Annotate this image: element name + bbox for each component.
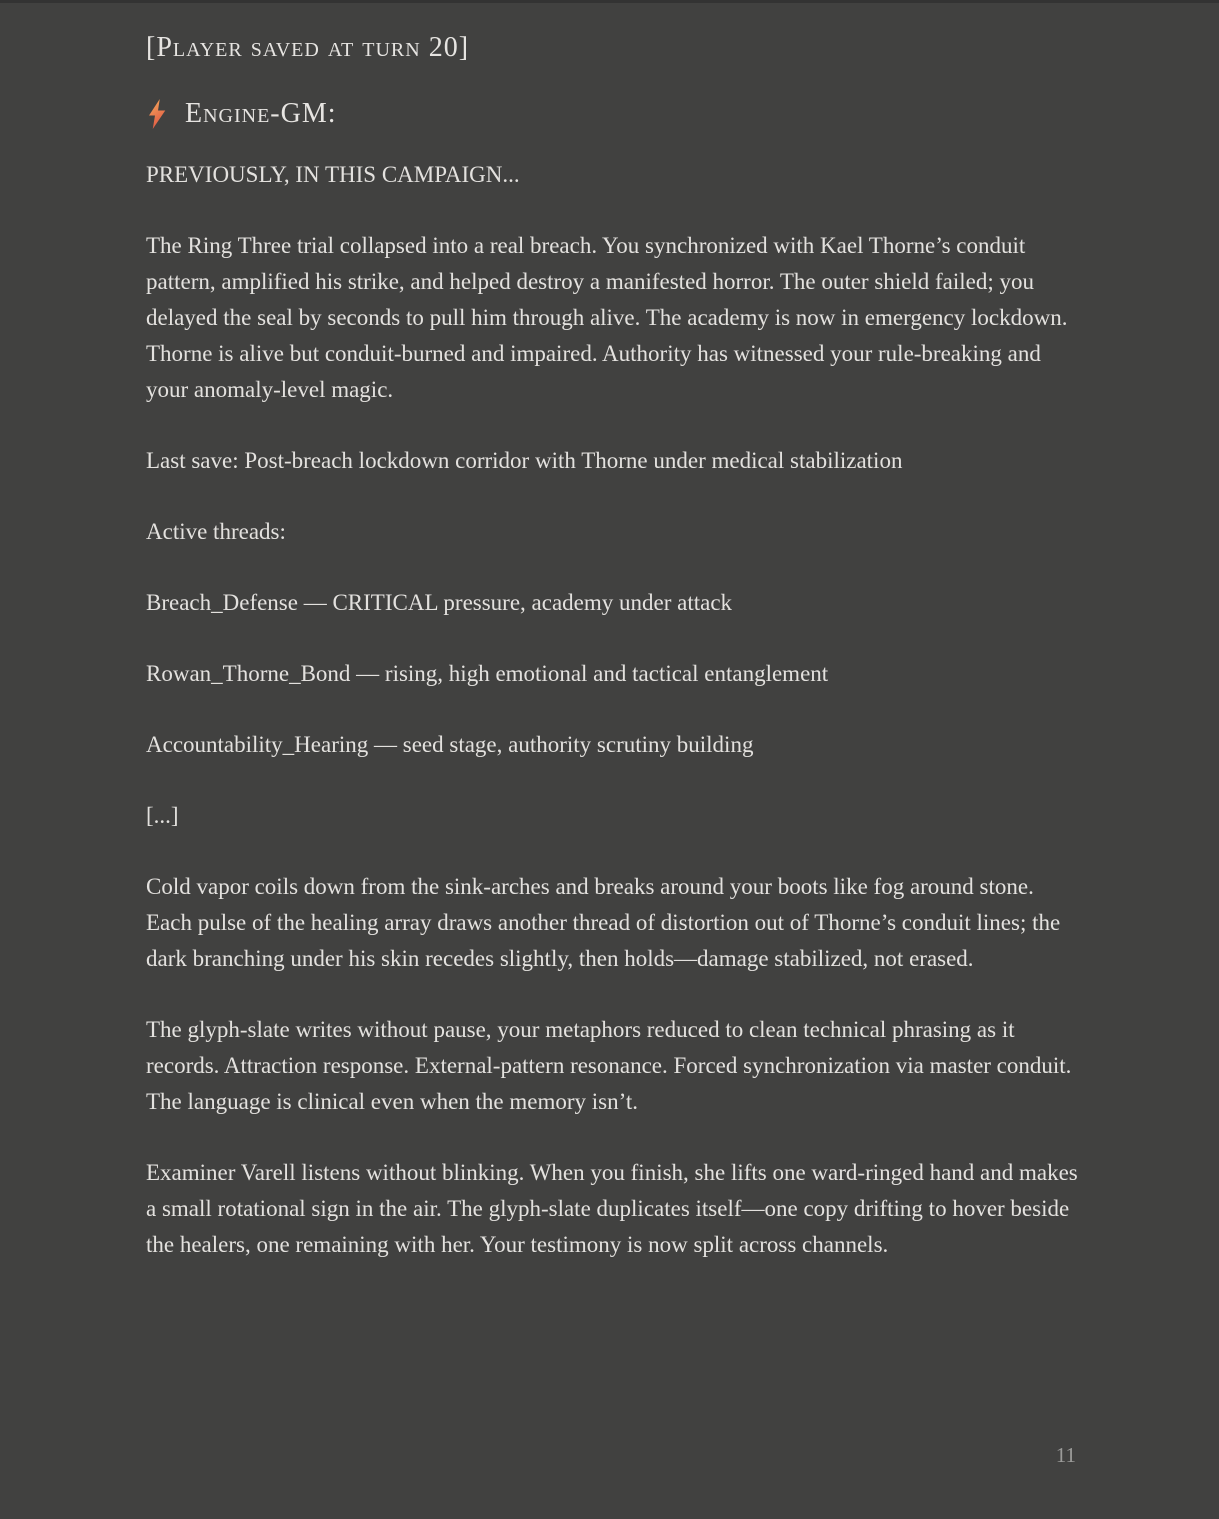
paragraph-scene-examiner: Examiner Varell listens without blinking. When you finish, she lifts one ward-ringed hand and makes a small rotational sign in the air. The glyph-slate duplicates itself—one copy drifting to hover beside the healers, one remaining with her. Your testimony is now split across channels. xyxy=(146,1160,1078,1257)
lightning-bolt-icon xyxy=(146,99,168,129)
paragraph-recap: The Ring Three trial collapsed into a real breach. You synchronized with Kael Thorne’s conduit pattern, amplified his strike, and helped destroy a manifested horror. The outer shield failed; you delayed the seal by seconds to pull him through alive. The academy is now in emergency lockdown. Thorne is alive but conduit-burned and impaired. Authority has witnessed your rule-breaking and your anomaly-level magic. xyxy=(146,233,1068,402)
speaker-label: Engine-GM: xyxy=(185,98,337,129)
paragraph-previously: PREVIOUSLY, IN THIS CAMPAIGN... xyxy=(146,162,520,187)
save-marker: [Player saved at turn 20] xyxy=(146,32,470,63)
paragraph-last-save: Last save: Post-breach lockdown corridor with Thorne under medical stabilization xyxy=(146,448,903,473)
speaker-line xyxy=(146,97,1078,131)
page-number: 11 xyxy=(1055,1443,1076,1467)
paragraph-scene-glyph-slate: The glyph-slate writes without pause, your metaphors reduced to clean technical phrasing as it records. Attraction response. External-pattern resonance. Forced synchronization via master conduit. The language is clinical even when the memory isn’t. xyxy=(146,1017,1072,1114)
paragraph-ellipsis: [...] xyxy=(146,803,179,828)
thread-rowan-thorne-bond: Rowan_Thorne_Bond — rising, high emotional and tactical entanglement xyxy=(146,661,829,686)
paragraph-active-threads: Active threads: xyxy=(146,519,286,544)
thread-accountability-hearing: Accountability_Hearing — seed stage, authority scrutiny building xyxy=(146,732,754,757)
thread-breach-defense: Breach_Defense — CRITICAL pressure, academy under attack xyxy=(146,590,733,615)
paragraph-scene-vapor: Cold vapor coils down from the sink-arches and breaks around your boots like fog around stone. Each pulse of the healing array draws another thread of distortion out of Thorne’s conduit lines; the dark branching under his skin recedes slightly, then holds—damage stabilized, not erased. xyxy=(146,874,1061,971)
